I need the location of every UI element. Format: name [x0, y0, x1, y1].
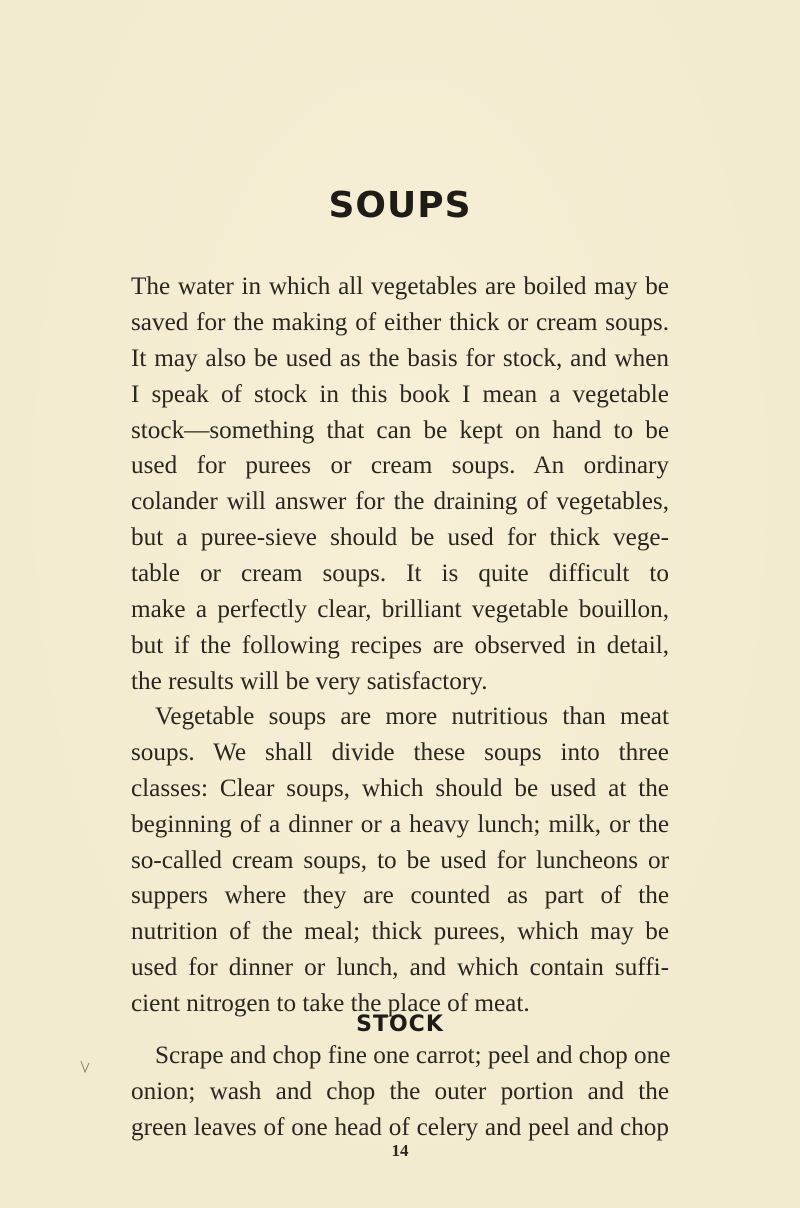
margin-mark-icon	[80, 1060, 90, 1074]
text-line: onion; wash and chop the outer portion and the	[131, 1077, 669, 1105]
text-line: but a puree-sieve should be used for thick vege-	[131, 524, 669, 552]
text-line: beginning of a dinner or a heavy lunch; milk, or the	[131, 810, 669, 838]
text-line: so-called cream soups, to be used for luncheons or	[131, 846, 669, 874]
text-line: but if the following recipes are observed in detail,	[131, 631, 669, 659]
page-number: 14	[391, 1141, 409, 1160]
text-line: table or cream soups. It is quite difficult to	[131, 560, 669, 588]
text-line: the results will be very satisfactory.	[131, 667, 488, 695]
text-line: used for purees or cream soups. An ordinary	[131, 452, 669, 480]
text-line: green leaves of one head of celery and peel and chop	[131, 1113, 669, 1141]
text-line: soups. We shall divide these soups into three	[131, 738, 669, 766]
text-line: suppers where they are counted as part of the	[131, 882, 669, 910]
text-line: colander will answer for the draining of vegetables,	[131, 488, 669, 516]
text-line: make a perfectly clear, brilliant vegetable bouillon,	[131, 596, 669, 624]
chapter-title: SOUPS	[328, 185, 472, 226]
text-line: saved for the making of either thick or cream soups.	[131, 308, 669, 336]
text-line: I speak of stock in this book I mean a vegetable	[131, 380, 669, 408]
text-line: stock—something that can be kept on hand to be	[131, 416, 669, 444]
text-line: used for dinner or lunch, and which contain suffi-	[131, 954, 669, 982]
text-line: Vegetable soups are more nutritious than meat	[155, 703, 669, 730]
paragraph-classes	[131, 699, 669, 1022]
text-line: cient nitrogen to take the place of meat.	[131, 990, 530, 1018]
text-line: Scrape and chop fine one carrot; peel and chop one	[155, 1042, 671, 1069]
paragraph-stock	[131, 1038, 669, 1146]
text-line: classes: Clear soups, which should be used at the	[131, 774, 669, 802]
text-line: The water in which all vegetables are boiled may be	[131, 273, 669, 300]
text-line: It may also be used as the basis for stock, and when	[131, 344, 669, 372]
text-line: nutrition of the meal; thick purees, which may be	[131, 918, 669, 946]
paragraph-intro	[131, 269, 669, 700]
section-heading: STOCK	[356, 1012, 444, 1037]
